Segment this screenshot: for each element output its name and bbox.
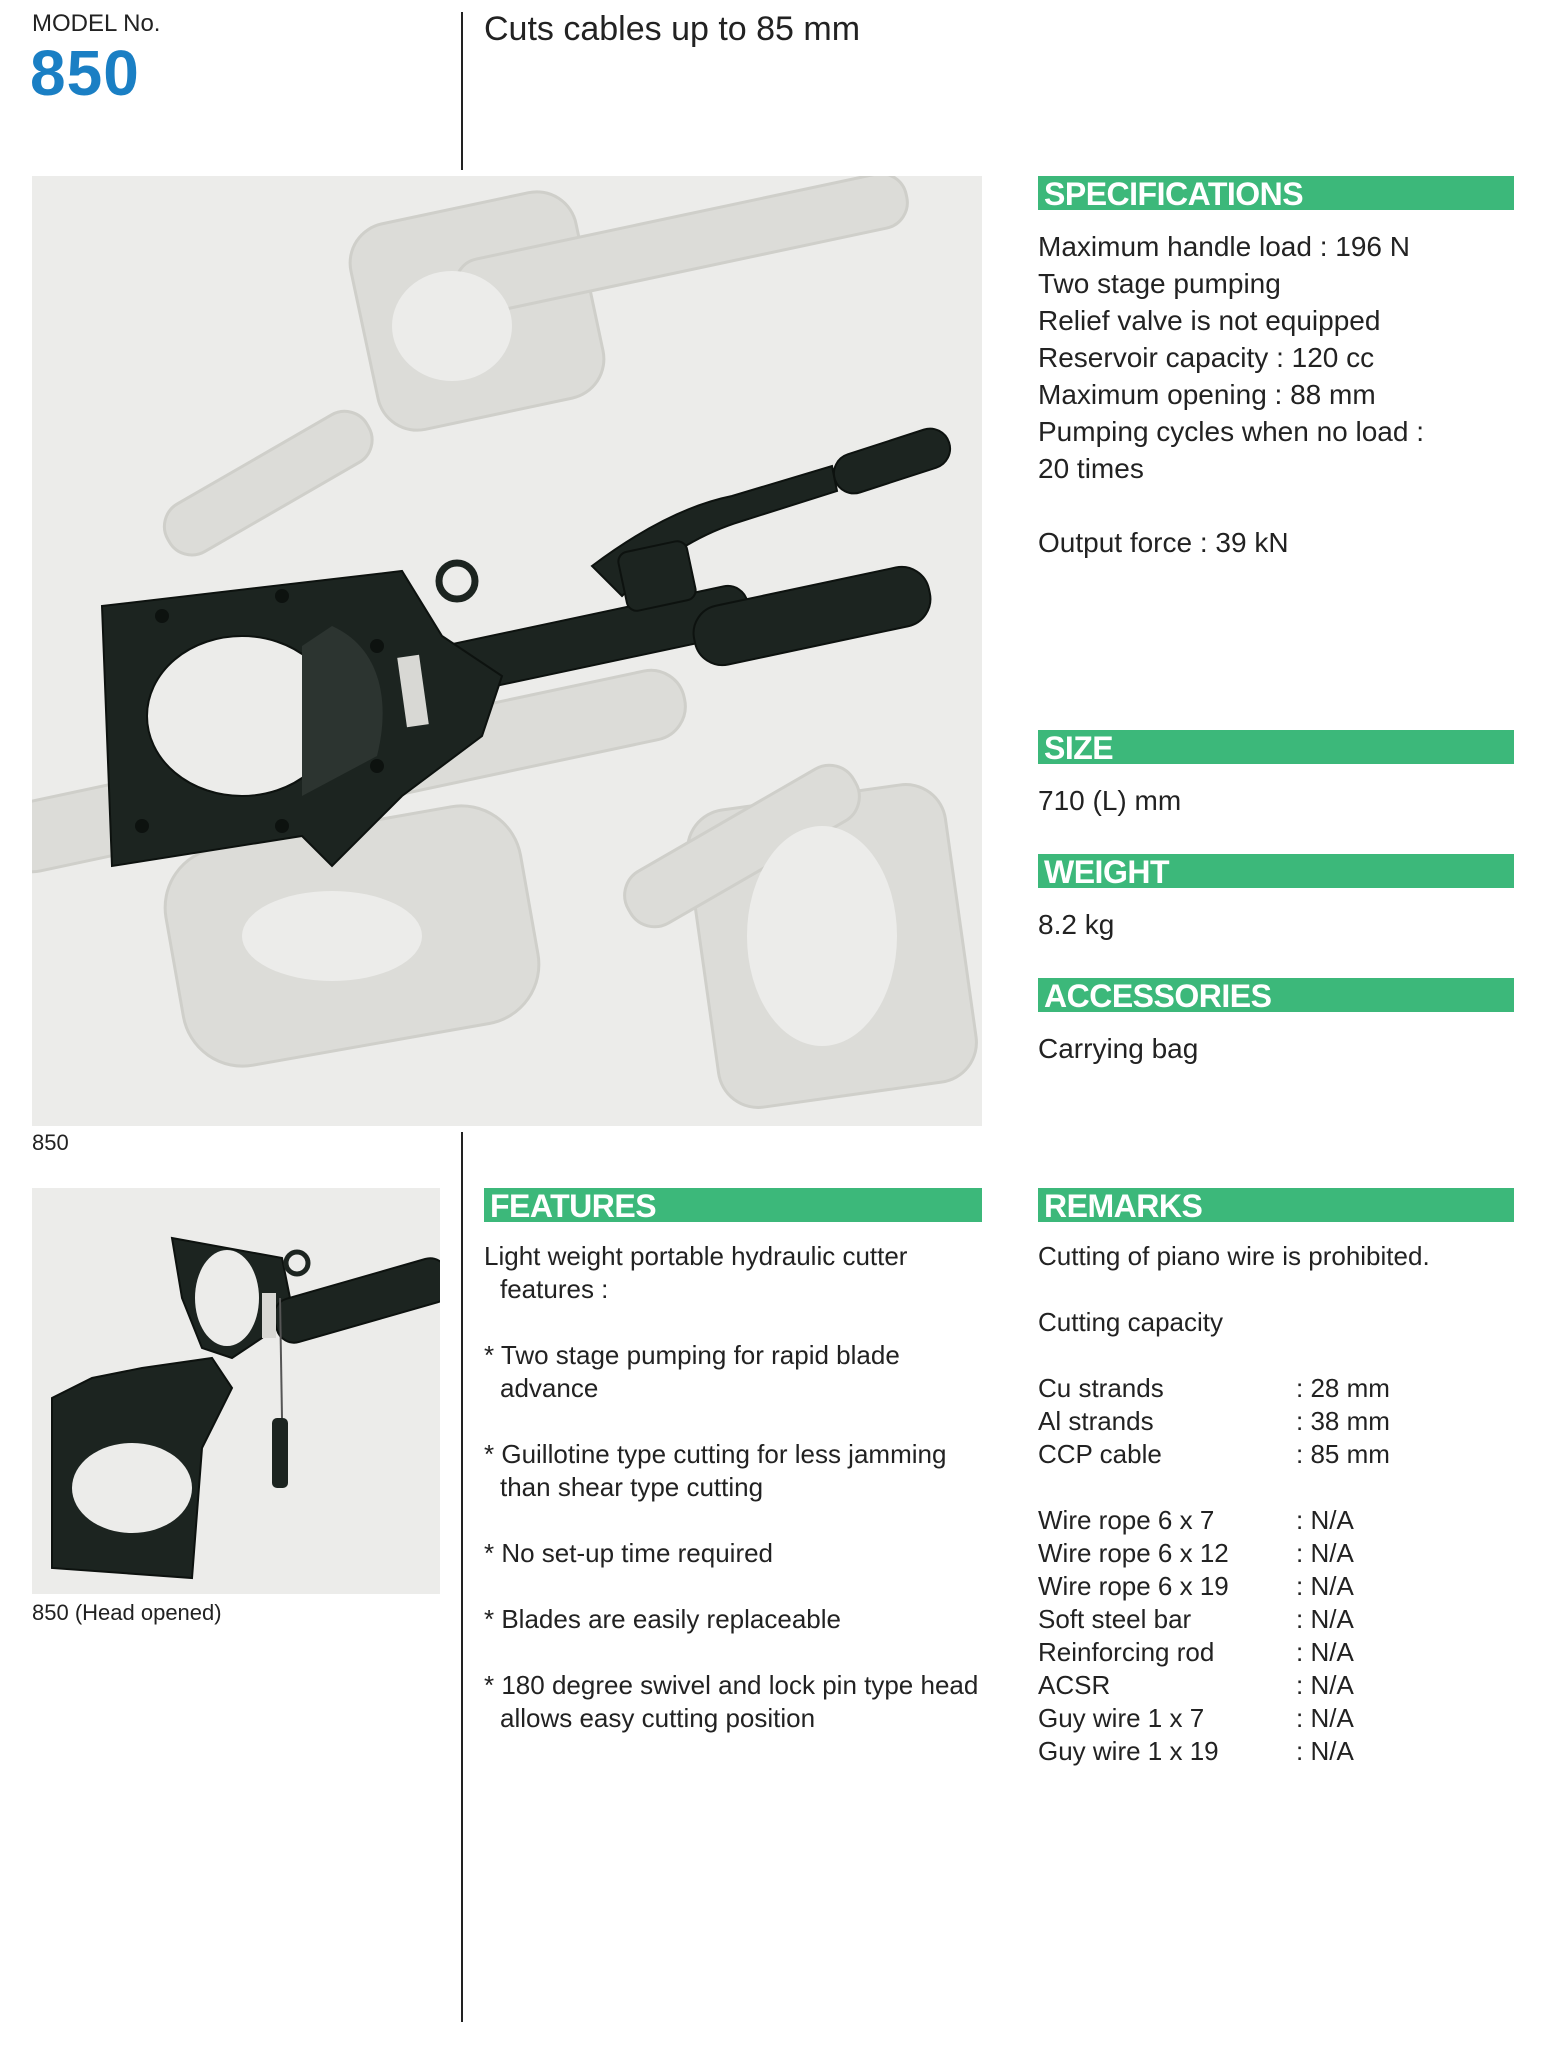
capacity-row [1038,1702,1390,1735]
spec-line: Relief valve is not equipped [1038,305,1381,336]
weight-value: 8.2 kg [1038,909,1115,940]
features-list [484,1240,984,1768]
body-divider [461,1132,463,2022]
specifications-heading: SPECIFICATIONS [1038,176,1514,210]
capacity-row [1038,1603,1390,1636]
cutting-capacity-table [1038,1372,1390,1768]
capacity-value: : 28 mm [1296,1373,1390,1403]
specifications-list [1038,228,1514,561]
capacity-value: : N/A [1296,1736,1354,1766]
spec-line: Pumping cycles when no load : [1038,416,1424,447]
capacity-row [1038,1735,1390,1768]
capacity-item: Reinforcing rod [1038,1637,1215,1667]
capacity-value: : N/A [1296,1637,1354,1667]
accessories-heading: ACCESSORIES [1038,978,1514,1012]
capacity-row [1038,1537,1390,1570]
capacity-row [1038,1669,1390,1702]
features-intro: Light weight portable hydraulic cutter features : [484,1241,908,1304]
header-divider [461,12,463,170]
tagline: Cuts cables up to 85 mm [484,10,861,48]
size-heading: SIZE [1038,730,1514,764]
cutter-head-opened-photo [32,1188,440,1594]
capacity-item: Guy wire 1 x 19 [1038,1736,1219,1766]
capacity-row [1038,1438,1390,1471]
model-number: 850 [30,37,140,109]
feature-item: * Guillotine type cutting for less jamming than shear type cutting [484,1439,947,1502]
capacity-row [1038,1504,1390,1537]
capacity-value: : N/A [1296,1703,1354,1733]
capacity-value: : N/A [1296,1538,1354,1568]
capacity-value: : N/A [1296,1604,1354,1634]
capacity-item: Wire rope 6 x 12 [1038,1538,1229,1568]
main-photo-caption: 850 [32,1130,69,1155]
capacity-value: : N/A [1296,1505,1354,1535]
capacity-item: ACSR [1038,1670,1111,1700]
capacity-value: : N/A [1296,1571,1354,1601]
feature-item: * No set-up time required [484,1538,774,1568]
spec-line: 20 times [1038,453,1144,484]
accessories-value: Carrying bag [1038,1033,1199,1064]
capacity-value: : N/A [1296,1670,1354,1700]
cutting-capacity-label: Cutting capacity [1038,1307,1223,1337]
feature-item: * Blades are easily replaceable [484,1604,841,1634]
spec-line: Two stage pumping [1038,268,1281,299]
capacity-value: : 38 mm [1296,1406,1390,1436]
head-photo-caption: 850 (Head opened) [32,1600,222,1625]
weight-heading: WEIGHT [1038,854,1514,888]
spec-line: Reservoir capacity : 120 cc [1038,342,1375,373]
model-label: MODEL No. [32,10,161,37]
capacity-item: CCP cable [1038,1439,1162,1469]
feature-item: * Two stage pumping for rapid blade advance [484,1340,900,1403]
feature-item: * 180 degree swivel and lock pin type head allows easy cutting position [484,1670,979,1733]
capacity-item: Guy wire 1 x 7 [1038,1703,1205,1733]
capacity-item: Soft steel bar [1038,1604,1192,1634]
capacity-item: Wire rope 6 x 19 [1038,1571,1229,1601]
spec-line: Maximum opening : 88 mm [1038,379,1376,410]
capacity-value: : 85 mm [1296,1439,1390,1469]
output-force: Output force : 39 kN [1038,527,1289,558]
capacity-item: Wire rope 6 x 7 [1038,1505,1215,1535]
capacity-row [1038,1372,1390,1405]
capacity-item: Al strands [1038,1406,1154,1436]
capacity-row [1038,1570,1390,1603]
capacity-row [1038,1405,1390,1438]
capacity-item: Cu strands [1038,1373,1164,1403]
capacity-row [1038,1636,1390,1669]
main-product-photo [32,176,982,1126]
spec-line: Maximum handle load : 196 N [1038,231,1410,262]
hydraulic-cable-cutter-photo [32,176,982,1126]
size-value: 710 (L) mm [1038,785,1182,816]
remarks-heading: REMARKS [1038,1188,1514,1222]
remarks-note: Cutting of piano wire is prohibited. [1038,1241,1430,1271]
head-opened-photo [32,1188,440,1594]
features-heading: FEATURES [484,1188,982,1222]
